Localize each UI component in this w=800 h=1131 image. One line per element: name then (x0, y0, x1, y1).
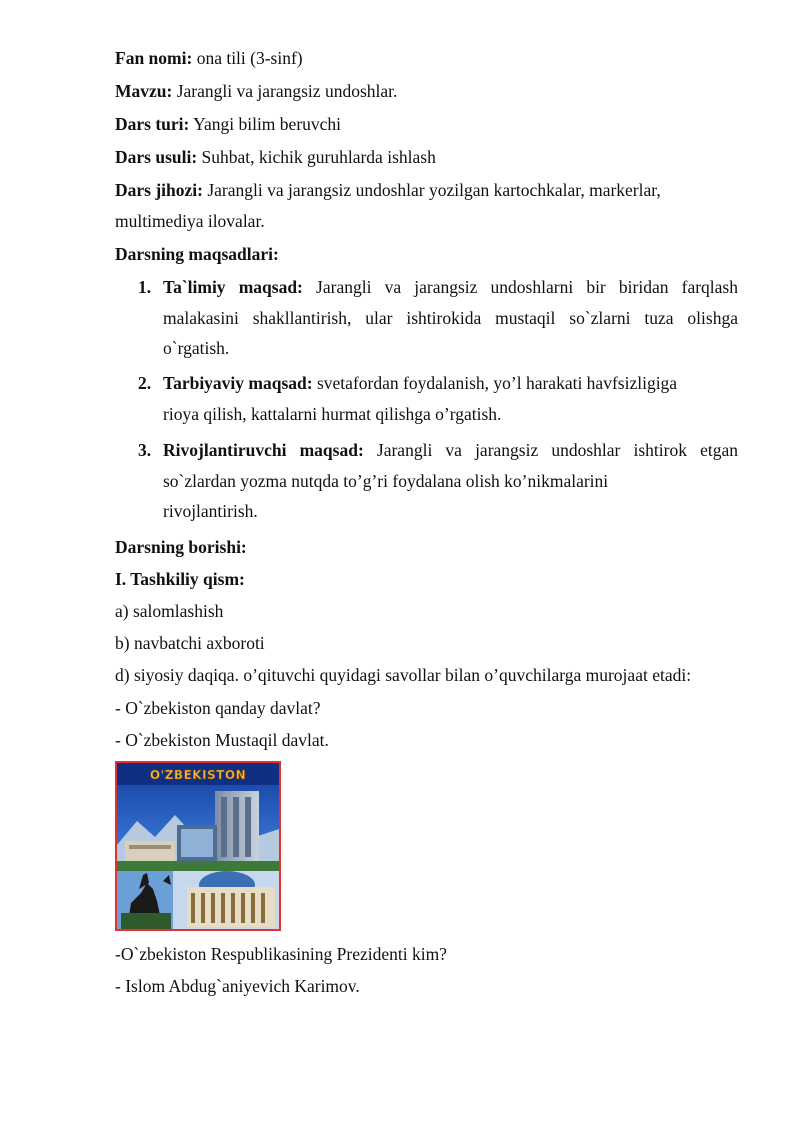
goal-line (163, 368, 738, 399)
subject-label: Fan nomi: (115, 48, 193, 68)
uzbekistan-poster-image (115, 761, 281, 931)
step-line: - O`zbekiston Mustaqil davlat. (115, 730, 329, 750)
goal-label: Rivojlantiruvchi maqsad: (163, 440, 364, 460)
equipment-value: Jarangli va jarangsiz undoshlar yozilgan kartochkalar, markerlar, (202, 180, 661, 200)
goal-line: malakasini shakllantirish, ular ishtirokida mustaqil so`zlarni tuza olishga (163, 307, 738, 328)
equipment-value-cont: multimediya ilovalar. (115, 211, 265, 231)
step-line: - O`zbekiston qanday davlat? (115, 698, 321, 718)
goal-text: svetafordan foydalanish, yo’l harakati havfsizligiga (312, 373, 678, 393)
poster-title: O'ZBEKISTON (149, 768, 247, 782)
step-line: d) siyosiy daqiqa. o’qituvchi quyidagi savollar bilan o’quvchilarga murojaat etadi: (115, 665, 692, 685)
goal-item-1 (138, 272, 738, 364)
goal-item-2 (138, 368, 738, 429)
lesson-method-line (115, 146, 436, 168)
goal-number: 2. (138, 373, 152, 393)
goal-line (163, 272, 738, 303)
goal-item-3 (138, 435, 738, 527)
lesson-type-label: Dars turi: (115, 114, 190, 134)
section-title: I. Tashkiliy qism: (115, 569, 245, 589)
goal-text: Jarangli va jarangsiz undoshlarni bir biridan farqlash (302, 277, 738, 297)
goal-number: 3. (138, 440, 152, 460)
lesson-method-label: Dars usuli: (115, 147, 198, 167)
step-line: b) navbatchi axboroti (115, 633, 265, 653)
goal-label: Tarbiyaviy maqsad: (163, 373, 313, 393)
lesson-method-value: Suhbat, kichik guruhlarda ishlash (197, 147, 436, 167)
equipment-line (115, 179, 661, 201)
goal-line (163, 435, 738, 466)
goal-text: Jarangli va jarangsiz undoshlar ishtirok etgan (363, 440, 738, 460)
goal-number: 1. (138, 277, 152, 297)
closing-answer: - Islom Abdug`aniyevich Karimov. (115, 976, 360, 996)
goal-line: so`zlardan yozma nutqda to’g’ri foydalana olish ko’nikmalarini (163, 470, 609, 491)
goal-label: Ta`limiy maqsad: (163, 277, 303, 297)
progress-title: Darsning borishi: (115, 537, 247, 557)
goal-line: o`rgatish. (163, 338, 230, 358)
goals-title: Darsning maqsadlari: (115, 244, 279, 264)
goal-line: rioya qilish, kattalarni hurmat qilishga o’rgatish. (163, 403, 502, 424)
subject-value: ona tili (3-sinf) (192, 48, 303, 68)
lesson-type-line (115, 113, 341, 135)
equipment-line-cont (115, 210, 265, 232)
topic-label: Mavzu: (115, 81, 173, 101)
equipment-label: Dars jihozi: (115, 180, 203, 200)
topic-line (115, 80, 397, 102)
lesson-type-value: Yangi bilim beruvchi (189, 114, 342, 134)
topic-value: Jarangli va jarangsiz undoshlar. (172, 81, 398, 101)
step-line: a) salomlashish (115, 601, 224, 621)
closing-question: -O`zbekiston Respublikasining Prezidenti kim? (115, 944, 447, 964)
subject-line (115, 47, 303, 69)
poster-illustration (117, 763, 279, 929)
goal-line: rivojlantirish. (163, 501, 258, 521)
